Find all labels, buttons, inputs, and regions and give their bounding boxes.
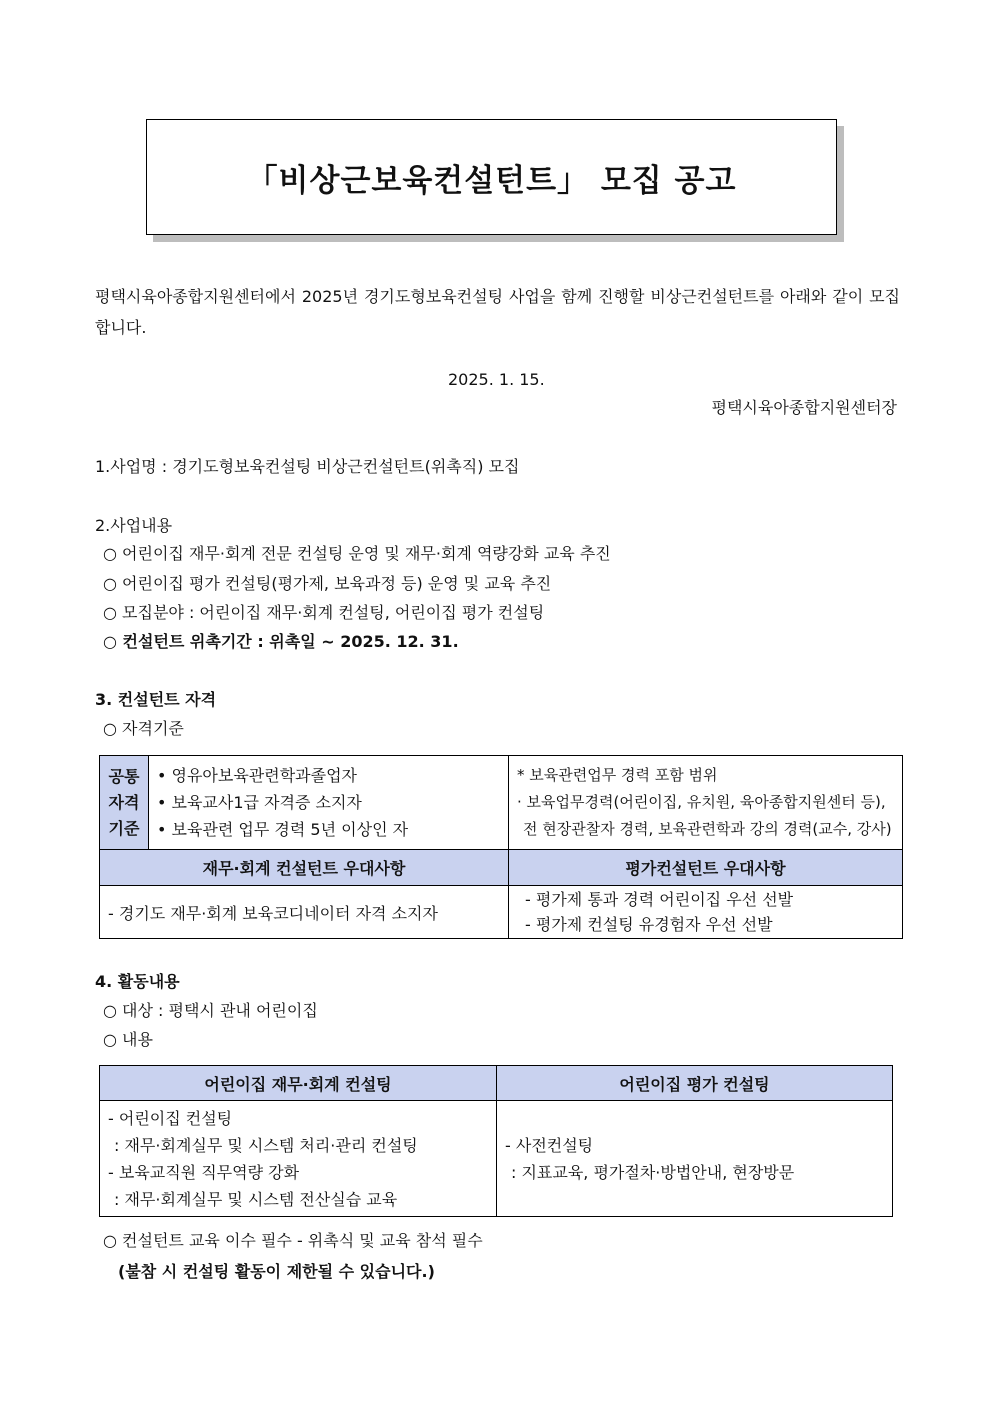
evaluation-consulting-header: 어린이집 평가 컨설팅 <box>497 1066 893 1101</box>
common-qualification-list <box>149 756 509 850</box>
activity-target: ○ 대상 : 평택시 관내 어린이집 <box>103 1001 318 1020</box>
activity-content-label: ○ 내용 <box>103 1030 153 1049</box>
section-2-item: ○ 어린이집 재무·회계 전문 컨설팅 운영 및 재무·회계 역량강화 교육 추진 <box>103 544 611 563</box>
finance-consulting-header: 어린이집 재무·회계 컨설팅 <box>100 1066 497 1101</box>
title-box <box>146 119 837 235</box>
announcement-date: 2025. 1. 15. <box>448 370 545 389</box>
section-4-heading: 4. 활동내용 <box>95 972 180 991</box>
career-scope <box>509 756 903 850</box>
section-1-business-name: 1.사업명 : 경기도형보육컨설팅 비상근컨설턴트(위촉직) 모집 <box>95 457 520 476</box>
activity-item: : 재무·회계실무 및 시스템 전산실습 교육 <box>114 1189 398 1209</box>
section-2-item: ○ 모집분야 : 어린이집 재무·회계 컨설팅, 어린이집 평가 컨설팅 <box>103 603 545 622</box>
career-scope-line: · 보육업무경력(어린이집, 유치원, 육아종합지원센터 등), <box>517 793 886 811</box>
activity-item: - 보육교직원 직무역량 강화 <box>108 1162 300 1182</box>
issuer: 평택시육아종합지원센터장 <box>711 398 897 417</box>
activity-item: - 어린이집 컨설팅 <box>108 1108 233 1128</box>
activity-item: : 지표교육, 평가절차·방법안내, 현장방문 <box>511 1162 795 1182</box>
intro-paragraph: 평택시육아종합지원센터에서 2025년 경기도형보육컨설팅 사업을 함께 진행할 비상근컨설턴트를 아래와 같이 모집합니다. <box>95 287 900 337</box>
activity-item: - 사전컨설팅 <box>505 1135 594 1155</box>
evaluation-preference-header: 평가컨설턴트 우대사항 <box>509 850 903 886</box>
activity-table <box>99 1065 893 1217</box>
section-2-item: ○ 어린이집 평가 컨설팅(평가제, 보육과정 등) 운영 및 교육 추진 <box>103 574 552 593</box>
career-scope-title: * 보육관련업무 경력 포함 범위 <box>517 766 718 784</box>
qualification-item: • 영유아보육관련학과졸업자 <box>157 766 357 785</box>
qualification-item: • 보육관련 업무 경력 5년 이상인 자 <box>157 820 409 839</box>
section-3-heading: 3. 컨설턴트 자격 <box>95 690 217 709</box>
training-note: ○ 컨설턴트 교육 이수 필수 - 위촉식 및 교육 참석 필수 <box>103 1231 483 1250</box>
finance-preference-header: 재무·회계 컨설턴트 우대사항 <box>100 850 509 886</box>
evaluation-preference <box>509 886 903 939</box>
evaluation-preference-item: - 평가제 컨설팅 유경험자 우선 선발 <box>525 915 773 934</box>
evaluation-consulting-content <box>497 1101 893 1217</box>
page-title: 「비상근보육컨설턴트」 모집 공고 <box>246 162 737 199</box>
finance-consulting-content <box>100 1101 497 1217</box>
activity-item: : 재무·회계실무 및 시스템 처리·관리 컨설팅 <box>114 1135 418 1155</box>
evaluation-preference-item: - 평가제 통과 경력 어린이집 우선 선발 <box>525 890 794 909</box>
training-warning: (불참 시 컨설팅 활동이 제한될 수 있습니다.) <box>118 1262 435 1281</box>
qualification-item: • 보육교사1급 자격증 소지자 <box>157 793 362 812</box>
career-scope-line: 전 현장관찰자 경력, 보육관련학과 강의 경력(교수, 강사) <box>523 820 892 838</box>
qualification-table <box>99 755 903 939</box>
finance-preference: - 경기도 재무·회계 보육코디네이터 자격 소지자 <box>100 886 509 939</box>
common-qualification-label: 공통 자격 기준 <box>100 756 149 850</box>
qualification-subheading: ○ 자격기준 <box>103 719 184 738</box>
section-2-heading: 2.사업내용 <box>95 516 173 535</box>
section-2-item-period: ○ 컨설턴트 위촉기간 : 위촉일 ~ 2025. 12. 31. <box>103 632 459 651</box>
